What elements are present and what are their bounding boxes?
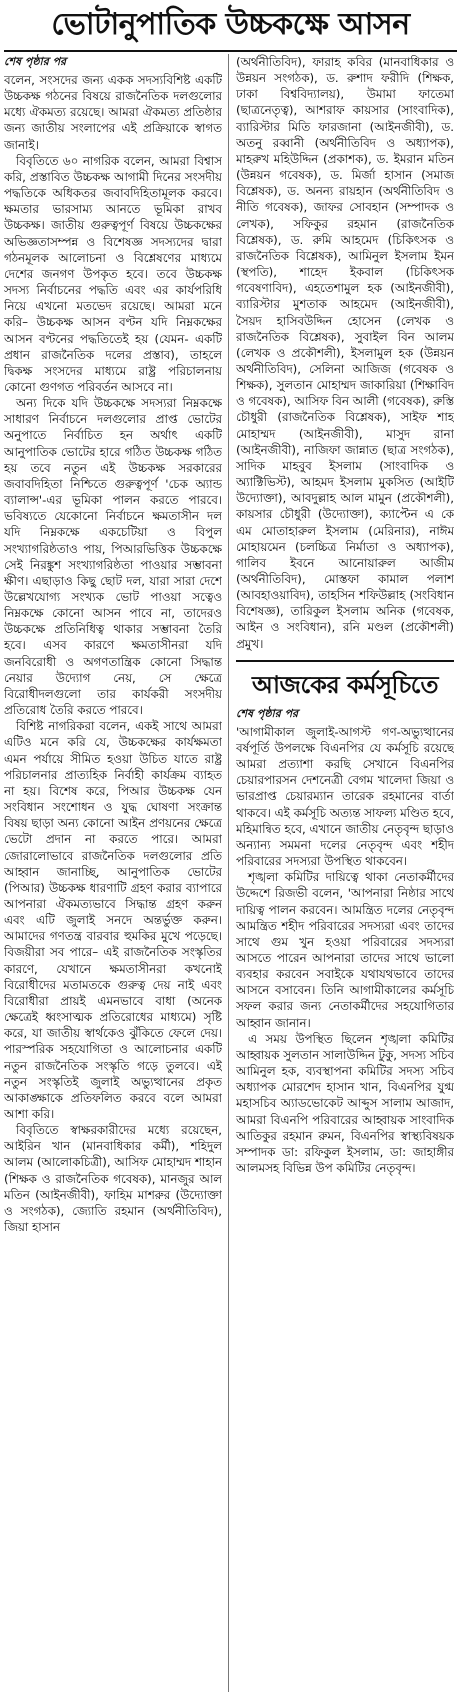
section-rule <box>236 660 454 662</box>
column-divider <box>228 54 229 1692</box>
article-paragraph: বলেন, সংসদের জন্য একক সদস্যবিশিষ্ট একটি উচ্চকক্ষ গঠনের বিষয়ে রাজনৈতিক দলগুলোর মধ্যে ঐকমত্য রয়েছে। আমরা ঐকমত্য প্রতিষ্ঠার জন্য জাতীয় সংলাপের এই প্রক্রিয়াকে স্বাগত জানাই। <box>4 73 222 152</box>
article-paragraph: এ সময় উপস্থিত ছিলেন শৃঙ্খলা কমিটির আহ্বায়ক সুলতান সালাউদ্দিন টুকু, সদস্য সচিব আমিনুল হক, ব্যবস্থাপনা কমিটির সদস্য সচিব অধ্যাপক মোরশেদ হাসান খান, বিএনপির যুগ্ম মহাসচিব অ্যাডভোকেট আব্দুস সালাম আজাদ, আমরা বিএনপি পরিবারের আহ্বায়ক সাংবাদিক আতিকুর রহমান রুমন, বিএনপির স্বাস্থ্যবিষয়ক সম্পাদক ডা: রফিকুল ইসলাম, ডা: জাহাঙ্গীর আলমসহ বিভিন্ন উপ কমিটির নেতৃবৃন্দ। <box>236 1031 454 1175</box>
article-paragraph: 'আগামীকাল জুলাই-আগস্ট গণ-অভ্যুত্থানের বর্ষপূর্তি উপলক্ষে বিএনপির যে কর্মসূচি রয়েছে আমরা প্রত্যাশা করছি সেখানে বিএনপির চেয়ারপারসন দেশনেত্রী বেগম খালেদা জিয়া ও ভারপ্রাপ্ত চেয়ারম্যান তারেক রহমানের বার্তা থাকবে। এই কর্মসূচি অত্যন্ত সাফল্য মণ্ডিত হবে, মহিমান্বিত হবে, এখানে জাতীয় নেতৃবৃন্দ ছাড়াও অন্যান্য সমমনা দলের নেতৃবৃন্দ এবং শহীদ পরিবারের সদস্যরা উপস্থিত থাকবেন। <box>236 724 454 869</box>
article-paragraph: বিবৃতিতে ৬০ নাগরিক বলেন, আমরা বিশ্বাস করি, প্রস্তাবিত উচ্চকক্ষ আগামী দিনের সংসদীয় পদ্ধতিকে অধিকতর জবাবদিহিতামূলক করবে। ক্ষমতার ভারসাম্য আনতে ভূমিকা রাখব উচ্চকক্ষ। জাতীয় গুরুত্বপূর্ণ বিষয়ে উচ্চকক্ষের অভিজ্ঞতাসম্পন্ন ও বিশেষজ্ঞ সদস্যদের দ্বারা গঠনমূলক আলোচনা ও বিশ্লেষণের মাধ্যমে দেশের জনগণ উপকৃত হবে। তবে উচ্চকক্ষ সদস্য নির্বাচনের পদ্ধতি এবং এর কার্যপরিধি নিয়ে এখনো মতভেদ রয়েছে। আমরা মনে করি– উচ্চকক্ষ আসন বণ্টন যদি নিম্নকক্ষের আসন বণ্টনের পদ্ধতিতেই হয় (যেমন- একটি প্রধান রাজনৈতিক দলের প্রস্তাব), তাহলে দ্বিকক্ষ সংসদের মাধ্যমে রাষ্ট্র পরিচালনায় কোনো গুণগত পরিবর্তন আসবে না। <box>4 153 222 394</box>
continuation-kicker: শেষ পৃষ্ঠার পর <box>236 706 299 720</box>
article-paragraph: (অর্থনীতিবিদ), ফারাহ কবির (মানবাধিকার ও উন্নয়ন সংগঠক), ড. রুশাদ ফরীদি (শিক্ষক, ঢাকা বিশ্ববিদ্যালয়), উমামা ফাতেমা (ছাত্রনেতৃত্ব), আশরাফ কায়সার (সাংবাদিক), ব্যারিস্টার মিতি ফারজানা (আইনজীবী), ড. অতনু রব্বানী (অর্থনীতিবিদ ও অধ্যাপক), মাহরুখ মহিউদ্দিন (প্রকাশক), ড. ইমরান মতিন (উন্নয়ন গবেষক), ড. মির্জা হাসান (সমাজ বিশ্লেষক), ড. অনন্য রায়হান (অর্থনীতিবিদ ও নীতি গবেষক), জাফর সোবহান (সম্পাদক ও লেখক), সফিকুর রহমান (রাজনৈতিক বিশ্লেষক), ড. রুমি আহমেদ (চিকিৎসক ও রাজনৈতিক বিশ্লেষক), আমিনুল ইসলাম ইমন (স্থপতি), শাহেদ ইকবাল (চিকিৎসক গবেষণাবিদ), এহতেশামুল হক (আইনজীবী), ব্যারিস্টার মুশতাক আহমেদ (আইনজীবী), সৈয়দ হাসিবউদ্দিন হোসেন (লেখক ও রাজনৈতিক বিশ্লেষক), সুবাইল বিন আলম (লেখক ও প্রকৌশলী), ইসলামুল হক (উন্নয়ন অর্থনীতিবিদ), সেলিনা আজিজ (গবেষক ও শিক্ষক), সুলতান মোহাম্মদ জাকারিয়া (শিক্ষাবিদ ও গবেষক), আসিফ বিন আলী (গবেষক), রুস্তি চৌধুরী (রাজনৈতিক বিশ্লেষক), সাইফ শাহ মোহাম্মদ (আইনজীবী), মাসুদ রানা (আইনজীবী), নাজিফা জান্নাত (ছাত্র সংগঠক), সাদিক মাহবুব ইসলাম (সাংবাদিক ও অ্যাক্টিভিস্ট), আহমদ ইসলাম মুকসিত (আইটি উদ্যোক্তা), আবদুল্লাহ আল মামুন (প্রকৌশলী), কায়সার চৌধুরী (উদ্যোক্তা), ক্যাপ্টেন এ কে এম মোতাহারুল ইসলাম (মেরিনার), নাঈম মোহায়মেন (চলচ্চিত্র নির্মাতা ও অধ্যাপক), গালিব ইবনে আনোয়ারুল আজীম (অর্থনীতিবিদ), মোস্তফা কামাল পলাশ (আবহাওয়াবিদ), তাহসিন শফিউল্লাহ (সংবিধান বিশেষজ্ঞ), তারিকুল ইসলাম অনিক (গবেষক, আইন ও সংবিধান), রনি মণ্ডল (প্রকৌশলী) প্রমুখ। <box>236 55 454 651</box>
right-column <box>236 54 454 1694</box>
continuation-kicker: শেষ পৃষ্ঠার পর <box>4 55 67 68</box>
left-column <box>4 54 222 1694</box>
article-paragraph: বিবৃতিতে স্বাক্ষরকারীদের মধ্যে রয়েছেন, আইরিন খান (মানবাধিকার কর্মী), শহিদুল আলম (আলোকচিত্রী), আসিফ মোহাম্মদ শাহান (শিক্ষক ও রাজনৈতিক গবেষক), মানজুর আল মতিন (আইনজীবী), ফাহিম মাশরুর (উদ্যোক্তা ও সংগঠক), জ্যোতি রহমান (অর্থনীতিবিদ), জিয়া হাসান <box>4 1123 222 1235</box>
article-headline: আজকের কর্মসূচিতে <box>252 670 438 699</box>
article-paragraph: বিশিষ্ট নাগরিকরা বলেন, একই সাথে আমরা এটিও মনে করি যে, উচ্চকক্ষের কার্যক্ষমতা এমন পর্যায়ে সীমিত হওয়া উচিত যাতে রাষ্ট্র পরিচালনার প্রাত্যহিক নির্বাহী কার্যক্রম ব্যাহত না হয়। বিশেষ করে, পিআর উচ্চকক্ষ যেন সংবিধান সংশোধন ও যুদ্ধ ঘোষণা সংক্রান্ত বিষয় ছাড়া অন্য কোনো আইন প্রণয়নের ক্ষেত্রে ভেটো প্রদান না করতে পারে। আমরা জোরালোভাবে রাজনৈতিক দলগুলোর প্রতি আহ্বান জানাচ্ছি, আনুপাতিক ভোটের (পিআর) উচ্চকক্ষ ধারণাটি গ্রহণ করার ব্যাপারে আপনারা ঐকমত্যভাবে সিদ্ধান্ত গ্রহণ করুন এবং এটি জুলাই সনদে অন্তর্ভুক্ত করুন। আমাদের গণতন্ত্র বারবার হুমকির মুখে পড়েছে। বিজয়ীরা সব পারে– এই রাজনৈতিক সংস্কৃতির কারণে, যেখানে ক্ষমতাসীনরা কখনোই বিরোধীদের মতামতকে গুরুত্ব দেয় নাই এবং বিরোধীরা প্রায়ই এমনভাবে বাধা (অনেক ক্ষেত্রেই ধ্বংসাত্মক প্রতিরোধের মাধ্যমে) সৃষ্টি করে, যা জাতীয় স্বার্থকেও ঝুঁকিতে ফেলে দেয়। পারস্পরিক সহযোগিতা ও আলোচনার একটি নতুন রাজনৈতিক সংস্কৃতি গড়ে তুলবে। এই নতুন সংস্কৃতিই জুলাই অভ্যুত্থানের প্রকৃত আকাঙ্ক্ষাকে প্রতিফলিত করবে বলে আমরা আশা করি। <box>4 719 222 1121</box>
second-article <box>236 660 454 1176</box>
article-paragraph: অন্য দিকে যদি উচ্চকক্ষে সদস্যরা নিম্নকক্ষে সাধারণ নির্বাচনে দলগুলোর প্রাপ্ত ভোটের অনুপাতে নির্বাচিত হন অর্থাৎ একটি আনুপাতিক ভোটের হারে গঠিত উচ্চকক্ষ গঠিত হয় তবে নতুন এই উচ্চকক্ষ সরকারের জবাবদিহিতা নিশ্চিতে গুরুত্বপূর্ণ 'চেক অ্যান্ড ব্যালান্স'-এর ভূমিকা পালন করতে পারবে। ভবিষ্যতে যেকোনো নির্বাচনে ক্ষমতাসীন দল যদি নিম্নকক্ষে একচেটিয়া ও বিপুল সংখ্যাগরিষ্ঠতাও পায়, পিআরভিত্তিক উচ্চকক্ষে সেই নিরঙ্কুশ সংখ্যাগরিষ্ঠতা পাওয়ার সম্ভাবনা ক্ষীণ। এছাড়াও কিছু ছোট দল, যারা সারা দেশে উল্লেখযোগ্য সংখ্যক ভোট পাওয়া সত্বেও নিম্নকক্ষে কোনো আসন পাবে না, তাদেরও উচ্চকক্ষে প্রতিনিধিত্ব থাকার সম্ভাবনা তৈরি হবে। এসব কারণে ক্ষমতাসীনরা যদি জনবিরোধী ও অগণতান্ত্রিক কোনো সিদ্ধান্ত নেয়ার উদ্যোগ নেয়, সে ক্ষেত্রে বিরোধীদলগুলো তার কার্যকরী সংসদীয় প্রতিরোধ তৈরি করতে পারবে। <box>4 396 222 718</box>
headline-rule <box>4 50 457 52</box>
main-headline: ভোটানুপাতিক উচ্চকক্ষে আসন <box>51 7 410 42</box>
article-paragraph: শৃঙ্খলা কমিটির দায়িত্বে থাকা নেতাকর্মীদের উদ্দেশে রিজভী বলেন, 'আপনারা নিষ্ঠার সাথে দায়িত্ব পালন করবেন। আমন্ত্রিত দলের নেতৃবৃন্দ আমন্ত্রিত শহীদ পরিবারের সদস্যরা এবং তাদের সাথে গুম খুন হওয়া পরিবারের সদস্যরা আসতে পারেন আপনারা তাদের সাথে ভালো ব্যবহার করবেন সবাইকে যথাযথভাবে তাদের আসনে বসাবেন। তিনি আগামীকালের কর্মসূচি সফল করার জন্য নেতাকর্মীদের সহযোগিতার আহ্বান জানান। <box>236 870 454 1030</box>
